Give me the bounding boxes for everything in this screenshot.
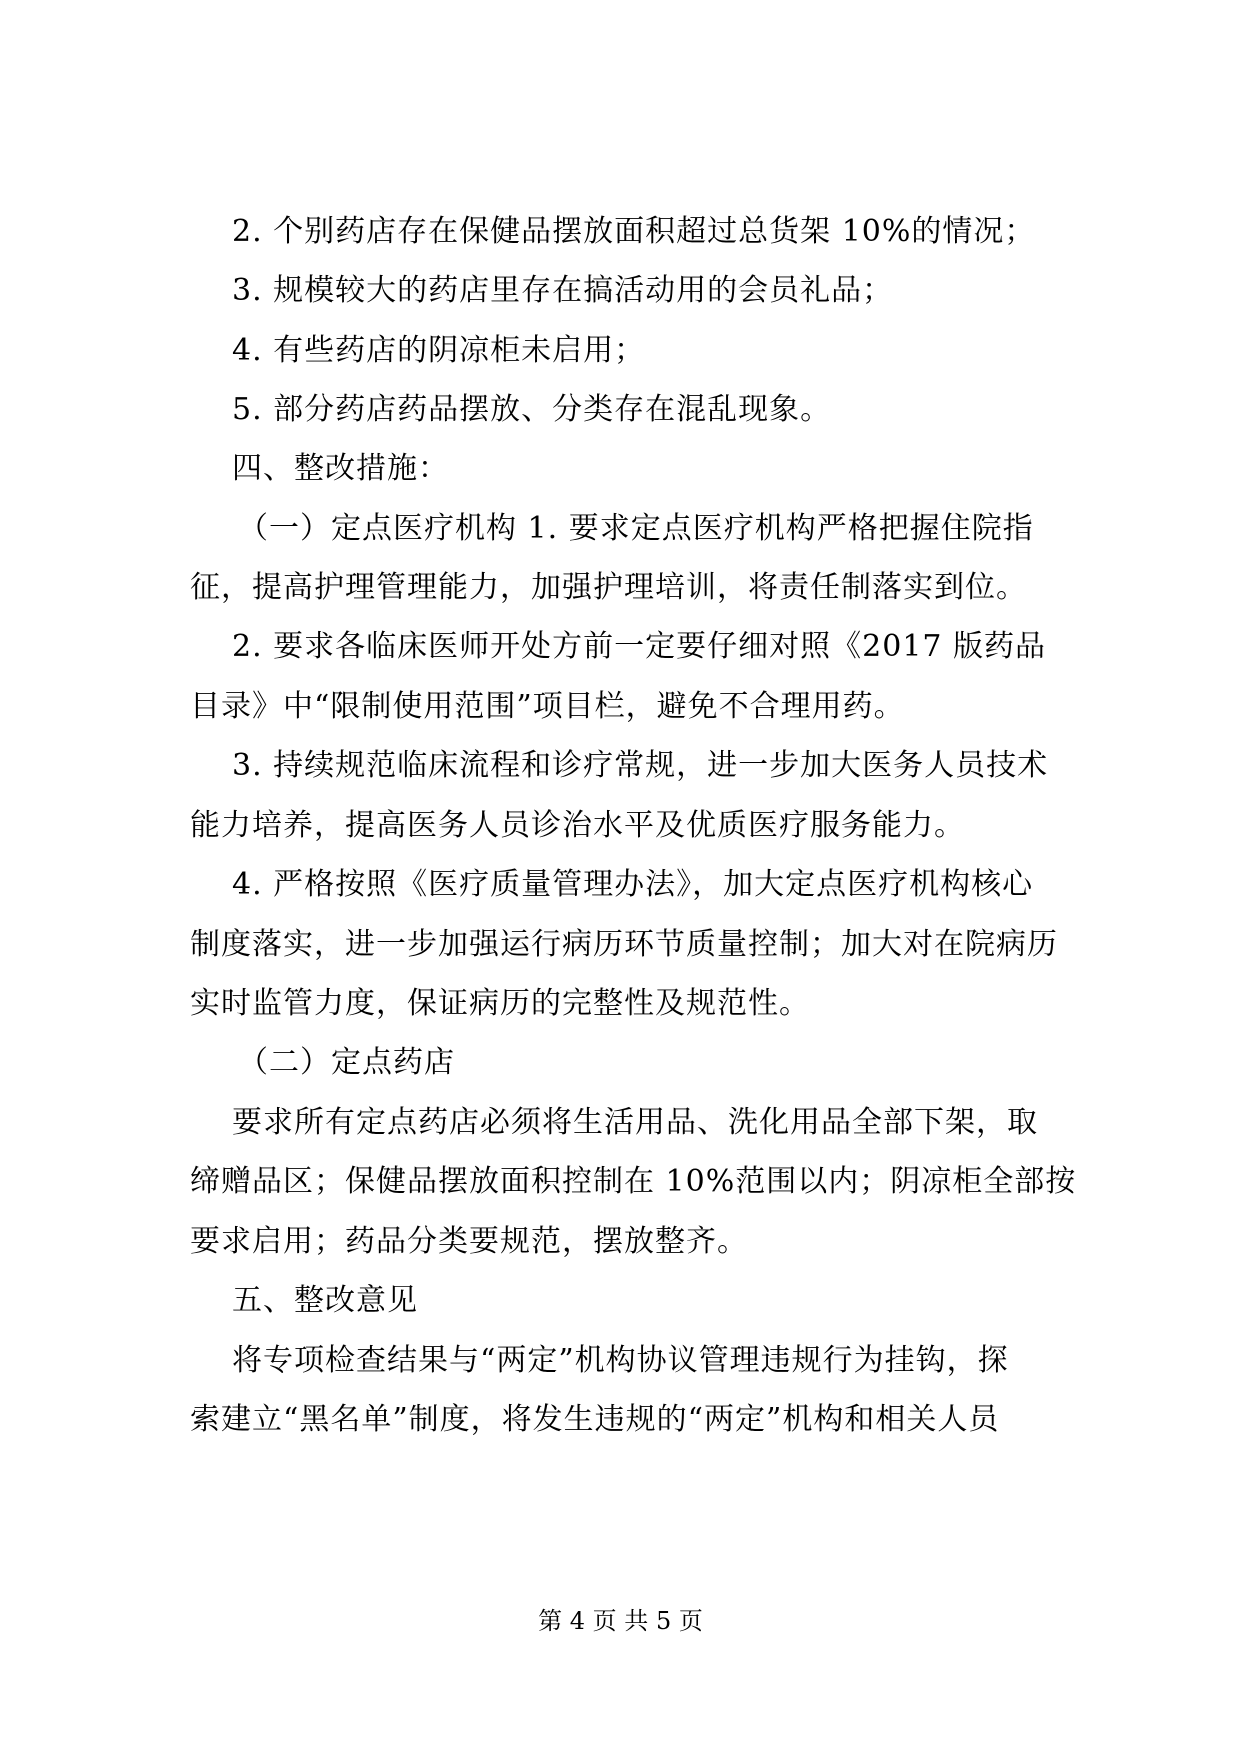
paragraph-line: 2. 要求各临床医师开处方前一定要仔细对照《2017 版药品	[232, 629, 1047, 664]
paragraph-line: 要求所有定点药店必须将生活用品、洗化用品全部下架，取	[232, 1105, 1038, 1140]
paragraph-line: 5. 部分药店药品摆放、分类存在混乱现象。	[232, 392, 832, 427]
paragraph-line: 缔赠品区；保健品摆放面积控制在 10%范围以内；阴凉柜全部按	[190, 1164, 1077, 1199]
paragraph-line: 索建立“黑名单”制度，将发生违规的“两定”机构和相关人员	[190, 1402, 1000, 1437]
paragraph-line: 2. 个别药店存在保健品摆放面积超过总货架 10%的情况；	[232, 214, 1036, 249]
section-heading: 四、整改措施：	[232, 451, 449, 486]
paragraph-line: 征，提高护理管理能力，加强护理培训，将责任制落实到位。	[190, 570, 1027, 605]
paragraph-line: 将专项检查结果与“两定”机构协议管理违规行为挂钩，探	[232, 1343, 1009, 1378]
paragraph-line: 4. 严格按照《医疗质量管理办法》，加大定点医疗机构核心	[232, 867, 1034, 902]
paragraph-line: 制度落实，进一步加强运行病历环节质量控制；加大对在院病历	[190, 927, 1058, 962]
paragraph-line: 实时监管力度，保证病历的完整性及规范性。	[190, 986, 810, 1021]
section-subheading: （二）定点药店	[238, 1045, 455, 1080]
paragraph-line: 要求启用；药品分类要规范，摆放整齐。	[190, 1224, 748, 1259]
paragraph-line: 能力培养，提高医务人员诊治水平及优质医疗服务能力。	[190, 808, 965, 843]
paragraph-line: （一）定点医疗机构 1. 要求定点医疗机构严格把握住院指	[238, 511, 1034, 546]
section-heading: 五、整改意见	[232, 1283, 418, 1318]
page-footer: 第 4 页 共 5 页	[538, 1607, 703, 1635]
paragraph-line: 3. 规模较大的药店里存在搞活动用的会员礼品；	[232, 273, 894, 308]
paragraph-line: 4. 有些药店的阴凉柜未启用；	[232, 333, 646, 368]
paragraph-line: 3. 持续规范临床流程和诊疗常规，进一步加大医务人员技术	[232, 748, 1049, 783]
paragraph-line: 目录》中“限制使用范围”项目栏，避免不合理用药。	[190, 689, 905, 724]
